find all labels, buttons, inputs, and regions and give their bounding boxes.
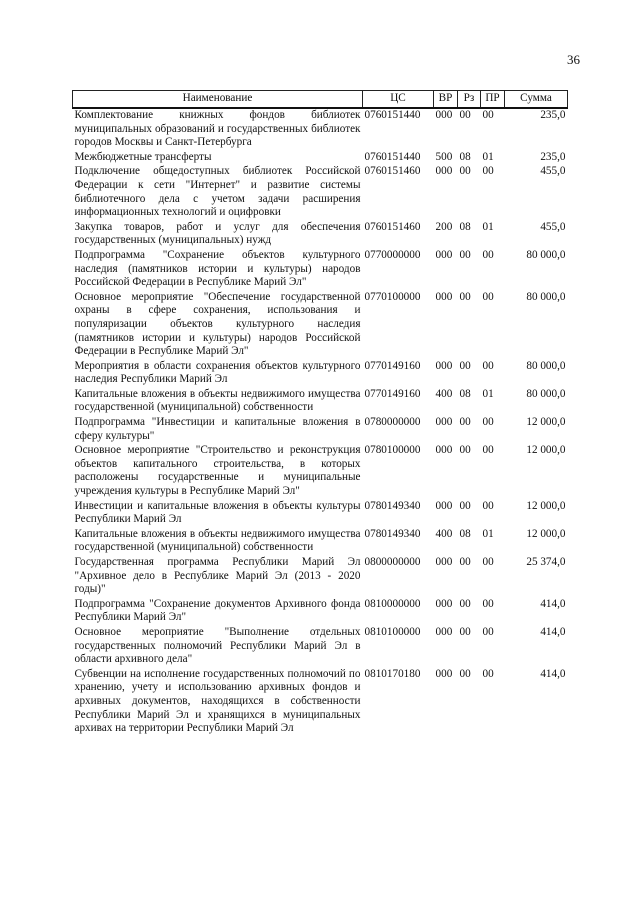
table-row [73,444,568,499]
row-cs-code: 0760151440 [364,109,421,121]
row-vr-code: 000 [435,290,453,303]
header-vr: ВР [434,91,458,109]
row-rz-code: 00 [459,416,471,429]
row-name: Подпрограмма "Сохранение объектов культурного наследия (памятников истории и культуры) народов Российской Федерации в Республике Марий Эл" [74,248,361,289]
page-number: 36 [567,52,580,67]
row-name: Комплектование книжных фондов библиотек муниципальных образований и государственных библиотек городов Москвы и Санкт-Петербурга [74,109,361,149]
row-name: Основное мероприятие "Обеспечение государственной охраны в сфере сохранения, использования и популяризации объектов культурного наследия (памятников истории и культуры) народов Российской Федерации в Республике Марий Эл" [74,290,361,358]
row-vr-code: 000 [435,416,453,429]
row-vr-code: 000 [435,597,453,610]
table-row [73,416,568,444]
row-cs-code: 0780000000 [364,416,421,429]
row-rz-code: 00 [459,248,471,261]
row-rz-code: 08 [459,150,471,163]
row-sum: 235,0 [540,150,566,163]
header-name: Наименование [73,91,363,109]
row-sum: 455,0 [540,165,566,178]
row-sum: 80 000,0 [526,387,566,400]
row-pr-code: 00 [482,165,494,178]
row-rz-code: 00 [459,444,471,457]
table-row [73,221,568,249]
row-pr-code: 00 [482,625,494,638]
row-sum: 80 000,0 [526,359,566,372]
row-rz-code: 08 [459,527,471,540]
table-row [73,360,568,388]
row-sum: 414,0 [540,597,566,610]
row-sum: 12 000,0 [526,499,566,512]
row-cs-code: 0770100000 [364,290,421,303]
row-name: Инвестиции и капитальные вложения в объекты культуры Республики Марий Эл [74,499,361,526]
row-pr-code: 00 [482,416,494,429]
row-sum: 414,0 [540,667,566,680]
row-cs-code: 0760151440 [364,150,421,163]
row-cs-code: 0810100000 [364,625,421,638]
row-name: Основное мероприятие "Выполнение отдельных государственных полномочий Республики Марий Эл в области архивного дела" [74,625,361,666]
table-row [73,598,568,626]
row-pr-code: 00 [482,109,494,121]
row-cs-code: 0770149160 [364,359,421,372]
row-name: Подпрограмма "Инвестиции и капитальные вложения в сферу культуры" [74,416,361,442]
row-name: Подключение общедоступных библиотек Российской Федерации к сети "Интернет" и развитие системы библиотечного дела с учетом задачи расширения информационных технологий и оцифровки [74,165,361,219]
row-rz-code: 00 [459,359,471,372]
row-pr-code: 01 [482,527,494,540]
table-row [73,528,568,556]
row-pr-code: 00 [482,499,494,512]
row-name: Межбюджетные трансферты [74,150,212,163]
row-cs-code: 0780149340 [364,527,421,540]
row-cs-code: 0810170180 [364,667,421,680]
table-row [73,556,568,598]
row-cs-code: 0760151460 [364,220,421,233]
table-row [73,291,568,360]
row-rz-code: 00 [459,109,471,121]
table-row [73,668,568,737]
row-sum: 80 000,0 [526,248,566,261]
row-rz-code: 00 [459,165,471,178]
row-cs-code: 0770149160 [364,387,421,400]
table-row [73,626,568,668]
row-cs-code: 0760151460 [364,165,421,178]
row-pr-code: 00 [482,444,494,457]
table-row [73,151,568,166]
row-vr-code: 400 [435,387,453,400]
row-rz-code: 00 [459,625,471,638]
row-name: Капитальные вложения в объекты недвижимого имущества государственной (муниципальной) собственности [74,527,361,554]
header-sum: Сумма [505,91,568,109]
row-pr-code: 01 [482,150,494,163]
row-pr-code: 01 [482,387,494,400]
row-vr-code: 000 [435,667,453,680]
row-pr-code: 00 [482,290,494,303]
row-pr-code: 00 [482,359,494,372]
row-sum: 12 000,0 [526,444,566,457]
budget-table [72,90,568,737]
row-name: Капитальные вложения в объекты недвижимого имущества государственной (муниципальной) собственности [74,387,361,414]
row-pr-code: 00 [482,556,494,568]
row-sum: 12 000,0 [526,416,566,429]
row-name: Субвенции на исполнение государственных полномочий по хранению, учету и использованию архивных фондов и архивных документов, находящихся в собственности Республики Марий Эл и хранящихся в муниципальных архивах на территории Республики Марий Эл [74,667,361,735]
row-pr-code: 00 [482,667,494,680]
table-row [73,500,568,528]
row-cs-code: 0780100000 [364,444,421,457]
row-sum: 414,0 [540,625,566,638]
row-rz-code: 00 [459,597,471,610]
table-header [73,91,568,109]
row-vr-code: 000 [435,556,453,568]
table-body [73,108,568,737]
row-rz-code: 00 [459,667,471,680]
row-name: Подпрограмма "Сохранение документов Архивного фонда Республики Марий Эл" [74,597,361,624]
row-name: Основное мероприятие "Строительство и реконструкция объектов капитального строительства, в которых расположены государственные и муниципальные учреждения культуры в Республике Марий Эл" [74,444,361,498]
row-vr-code: 000 [435,625,453,638]
row-vr-code: 500 [435,150,453,163]
row-rz-code: 00 [459,290,471,303]
table-row [73,249,568,291]
row-cs-code: 0810000000 [364,597,421,610]
row-vr-code: 000 [435,444,453,457]
row-cs-code: 0780149340 [364,499,421,512]
row-sum: 235,0 [540,109,566,121]
row-name: Закупка товаров, работ и услуг для обеспечения государственных (муниципальных) нужд [74,220,361,247]
row-vr-code: 000 [435,165,453,178]
row-vr-code: 000 [435,499,453,512]
header-pr: ПР [481,91,505,109]
row-vr-code: 400 [435,527,453,540]
row-vr-code: 000 [435,359,453,372]
header-cs: ЦС [363,91,434,109]
row-vr-code: 000 [435,248,453,261]
row-rz-code: 00 [459,556,471,568]
row-rz-code: 00 [459,499,471,512]
row-sum: 12 000,0 [526,527,566,540]
table-row [73,388,568,416]
row-pr-code: 01 [482,220,494,233]
table-row [73,165,568,220]
row-sum: 80 000,0 [526,290,566,303]
row-vr-code: 200 [435,220,453,233]
row-sum: 455,0 [540,220,566,233]
row-pr-code: 00 [482,248,494,261]
table-row [73,108,568,151]
row-cs-code: 0800000000 [364,556,421,568]
row-sum: 25 374,0 [526,556,566,568]
header-rz: Рз [458,91,481,109]
row-rz-code: 08 [459,220,471,233]
row-cs-code: 0770000000 [364,248,421,261]
row-name: Мероприятия в области сохранения объектов культурного наследия Республики Марий Эл [74,359,361,386]
row-name: Государственная программа Республики Марий Эл "Архивное дело в Республике Марий Эл (2013 - 2020 годы)" [74,556,361,596]
row-pr-code: 00 [482,597,494,610]
row-rz-code: 08 [459,387,471,400]
row-vr-code: 000 [435,109,453,121]
